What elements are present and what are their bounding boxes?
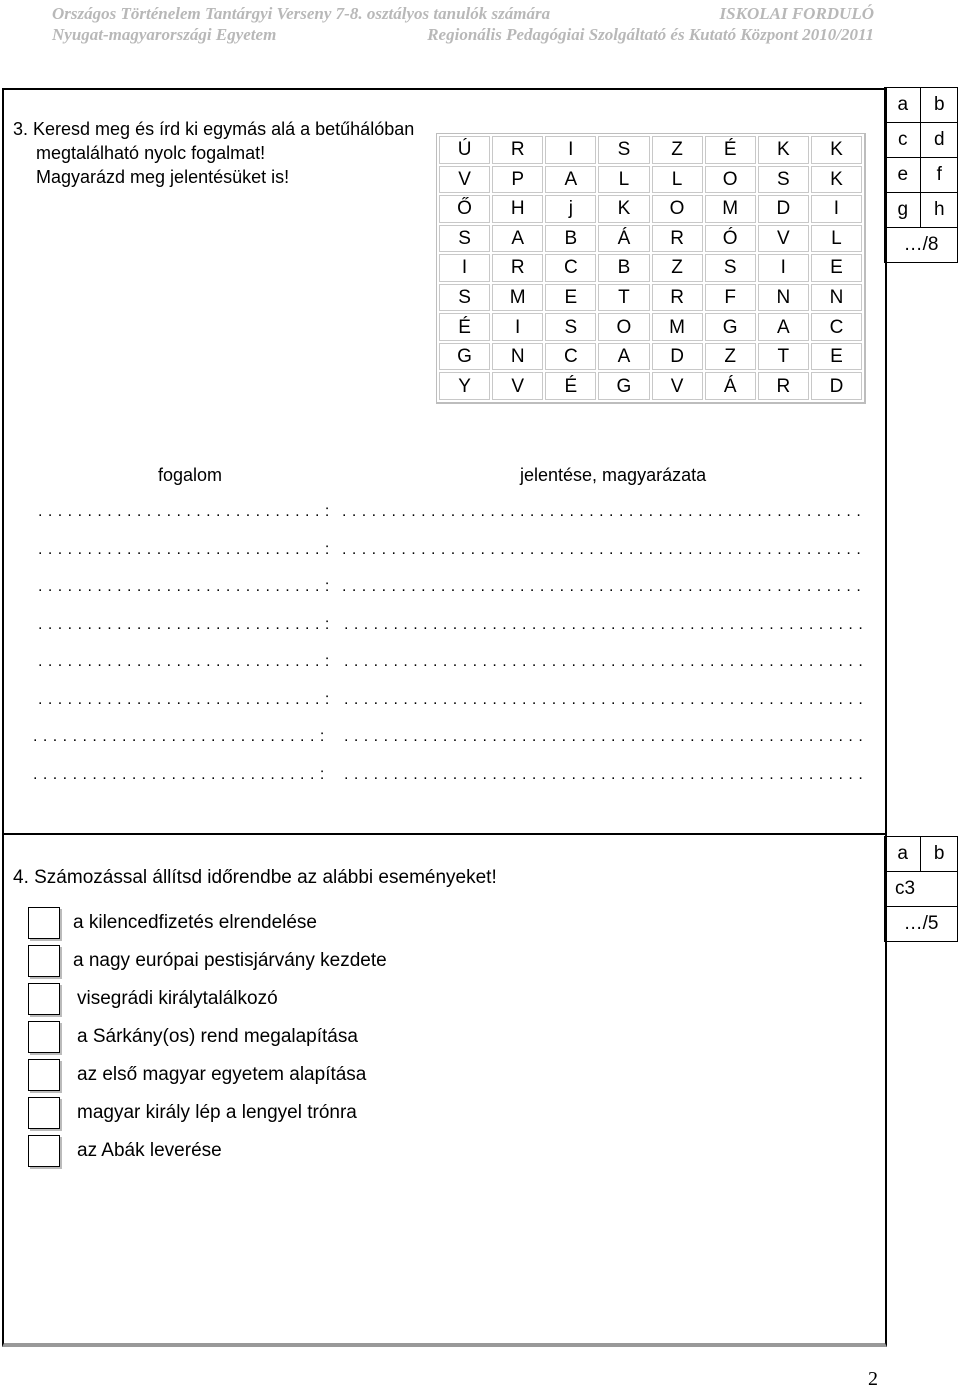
- score-cell: c3: [885, 872, 958, 907]
- grid-cell: B: [545, 225, 596, 253]
- grid-cell: O: [705, 166, 756, 194]
- grid-cell: E: [811, 254, 862, 282]
- answer-line-jelentes[interactable]: . . . . . . . . . . . . . . . . . . . . . . . . . . . . . . . . . . . . . . . . . . . . . . . . . . . . .: [342, 578, 862, 595]
- header-competition-title: Országos Történelem Tantárgyi Verseny 7-8. osztályos tanulók számára: [52, 4, 551, 23]
- score-cell: h: [921, 193, 958, 228]
- event-label: a kilencedfizetés elrendelése: [73, 912, 317, 933]
- answer-line-jelentes[interactable]: . . . . . . . . . . . . . . . . . . . . . . . . . . . . . . . . . . . . . . . . . . . . . . . . . . . . .: [344, 653, 864, 670]
- grid-cell: D: [652, 343, 703, 371]
- event-item: [28, 1020, 358, 1054]
- grid-cell: j: [545, 195, 596, 223]
- grid-cell: T: [598, 284, 649, 312]
- grid-cell: Z: [705, 343, 756, 371]
- grid-cell: S: [598, 136, 649, 164]
- answer-line-jelentes[interactable]: . . . . . . . . . . . . . . . . . . . . . . . . . . . . . . . . . . . . . . . . . . . . . . . . . . . . .: [344, 728, 864, 745]
- order-number-box[interactable]: [28, 907, 60, 939]
- grid-cell: O: [652, 195, 703, 223]
- grid-cell: V: [439, 166, 490, 194]
- column-header-fogalom: fogalom: [158, 465, 223, 485]
- score-cell: e: [885, 158, 921, 193]
- grid-cell: M: [705, 195, 756, 223]
- grid-cell: R: [652, 225, 703, 253]
- grid-cell: L: [811, 225, 862, 253]
- answer-line-fogalom[interactable]: . . . . . . . . . . . . . . . . . . . . . . . . . . . . . :: [38, 615, 330, 633]
- grid-cell: I: [758, 254, 809, 282]
- task4-title: 4. Számozással állítsd időrendbe az alábbi eseményeket!: [13, 867, 497, 888]
- grid-cell: A: [492, 225, 543, 253]
- grid-cell: Z: [652, 136, 703, 164]
- event-label: visegrádi királytalálkozó: [77, 988, 278, 1009]
- grid-cell: F: [705, 284, 756, 312]
- order-number-box[interactable]: [28, 1059, 60, 1091]
- grid-cell: N: [492, 343, 543, 371]
- grid-cell: B: [598, 254, 649, 282]
- grid-cell: Á: [705, 372, 756, 400]
- grid-cell: S: [705, 254, 756, 282]
- header-center-year: Regionális Pedagógiai Szolgáltató és Kutató Központ 2010/2011: [427, 25, 874, 44]
- answer-line-fogalom[interactable]: . . . . . . . . . . . . . . . . . . . . . . . . . . . . . :: [38, 653, 330, 670]
- answer-line-jelentes[interactable]: . . . . . . . . . . . . . . . . . . . . . . . . . . . . . . . . . . . . . . . . . . . . . . . . . . . . .: [344, 765, 864, 783]
- grid-cell: S: [545, 313, 596, 341]
- grid-cell: S: [439, 284, 490, 312]
- grid-cell: D: [811, 372, 862, 400]
- grid-cell: A: [598, 343, 649, 371]
- header-university: Nyugat-magyarországi Egyetem: [52, 25, 277, 44]
- task-divider: [4, 833, 885, 835]
- grid-cell: C: [545, 254, 596, 282]
- grid-cell: É: [439, 313, 490, 341]
- grid-cell: K: [598, 195, 649, 223]
- grid-cell: T: [758, 343, 809, 371]
- grid-cell: Ó: [705, 225, 756, 253]
- grid-cell: L: [598, 166, 649, 194]
- grid-cell: V: [758, 225, 809, 253]
- grid-cell: I: [439, 254, 490, 282]
- task3-title-line2: megtalálható nyolc fogalmat!: [36, 143, 266, 163]
- answer-line-fogalom[interactable]: . . . . . . . . . . . . . . . . . . . . . . . . . . . . . :: [38, 540, 330, 558]
- score-cell: d: [921, 123, 958, 158]
- grid-cell: D: [758, 195, 809, 223]
- grid-cell: E: [811, 343, 862, 371]
- answer-line-fogalom[interactable]: . . . . . . . . . . . . . . . . . . . . . . . . . . . . . :: [38, 690, 330, 708]
- grid-cell: N: [811, 284, 862, 312]
- event-label: az Abák leverése: [77, 1140, 222, 1161]
- grid-cell: G: [598, 372, 649, 400]
- grid-cell: R: [758, 372, 809, 400]
- grid-cell: E: [545, 284, 596, 312]
- grid-cell: C: [545, 343, 596, 371]
- event-label: az első magyar egyetem alapítása: [77, 1064, 367, 1085]
- grid-cell: G: [439, 343, 490, 371]
- grid-cell: K: [811, 166, 862, 194]
- answer-line-jelentes[interactable]: . . . . . . . . . . . . . . . . . . . . . . . . . . . . . . . . . . . . . . . . . . . . . . . . . . . . .: [342, 503, 862, 520]
- grid-cell: L: [652, 166, 703, 194]
- grid-cell: Z: [652, 254, 703, 282]
- grid-cell: N: [758, 284, 809, 312]
- event-item: [28, 1134, 222, 1168]
- task3-score-total[interactable]: …/8: [885, 228, 958, 263]
- grid-cell: Ő: [439, 195, 490, 223]
- order-number-box[interactable]: [28, 1097, 60, 1129]
- grid-cell: K: [758, 136, 809, 164]
- grid-cell: S: [758, 166, 809, 194]
- task4-score-box: [884, 836, 958, 942]
- grid-cell: É: [545, 372, 596, 400]
- grid-cell: Á: [598, 225, 649, 253]
- grid-cell: H: [492, 195, 543, 223]
- order-number-box[interactable]: [28, 1021, 60, 1053]
- grid-cell: R: [492, 254, 543, 282]
- score-cell: a: [885, 837, 921, 872]
- event-label: a Sárkány(os) rend megalapítása: [77, 1026, 358, 1047]
- grid-cell: C: [811, 313, 862, 341]
- answer-line-fogalom[interactable]: . . . . . . . . . . . . . . . . . . . . . . . . . . . . . :: [33, 728, 325, 745]
- page-number: 2: [868, 1368, 878, 1390]
- grid-cell: G: [705, 313, 756, 341]
- answer-line-jelentes[interactable]: . . . . . . . . . . . . . . . . . . . . . . . . . . . . . . . . . . . . . . . . . . . . . . . . . . . . .: [342, 540, 862, 558]
- grid-cell: M: [492, 284, 543, 312]
- score-cell: g: [885, 193, 921, 228]
- order-number-box[interactable]: [28, 945, 60, 977]
- grid-cell: Y: [439, 372, 490, 400]
- event-item: [28, 906, 317, 940]
- grid-cell: V: [652, 372, 703, 400]
- score-cell: b: [921, 837, 958, 872]
- grid-cell: M: [652, 313, 703, 341]
- grid-cell: A: [758, 313, 809, 341]
- task3-title: [13, 117, 414, 189]
- task3-title-line1: 3. Keresd meg és írd ki egymás alá a betűhálóban: [13, 119, 415, 139]
- header-round: ISKOLAI FORDULÓ: [719, 4, 874, 23]
- event-label: magyar király lép a lengyel trónra: [77, 1102, 357, 1123]
- order-number-box[interactable]: [28, 1135, 60, 1167]
- grid-cell: V: [492, 372, 543, 400]
- grid-cell: I: [811, 195, 862, 223]
- event-label: a nagy európai pestisjárvány kezdete: [73, 950, 387, 971]
- score-cell: f: [921, 158, 958, 193]
- grid-cell: É: [705, 136, 756, 164]
- score-cell: b: [921, 88, 958, 123]
- answer-line-jelentes[interactable]: . . . . . . . . . . . . . . . . . . . . . . . . . . . . . . . . . . . . . . . . . . . . . . . . . . . . .: [344, 690, 864, 708]
- grid-cell: I: [492, 313, 543, 341]
- grid-cell: R: [492, 136, 543, 164]
- grid-cell: Ú: [439, 136, 490, 164]
- task3-score-box: [884, 87, 958, 263]
- event-item: [28, 1058, 366, 1092]
- grid-cell: O: [598, 313, 649, 341]
- event-item: [28, 944, 387, 978]
- task3-title-line3: Magyarázd meg jelentésüket is!: [36, 167, 290, 187]
- answer-line-jelentes[interactable]: . . . . . . . . . . . . . . . . . . . . . . . . . . . . . . . . . . . . . . . . . . . . . . . . . . . . .: [344, 615, 864, 633]
- grid-cell: A: [545, 166, 596, 194]
- answer-line-fogalom[interactable]: . . . . . . . . . . . . . . . . . . . . . . . . . . . . . :: [38, 578, 330, 595]
- grid-cell: K: [811, 136, 862, 164]
- order-number-box[interactable]: [28, 983, 60, 1015]
- event-item: [28, 982, 278, 1016]
- score-cell: a: [885, 88, 921, 123]
- column-header-jelentes: jelentése, magyarázata: [520, 465, 707, 485]
- grid-cell: S: [439, 225, 490, 253]
- event-item: [28, 1096, 357, 1130]
- grid-cell: R: [652, 284, 703, 312]
- grid-cell: I: [545, 136, 596, 164]
- answer-line-fogalom[interactable]: . . . . . . . . . . . . . . . . . . . . . . . . . . . . . :: [38, 503, 330, 520]
- answer-line-fogalom[interactable]: . . . . . . . . . . . . . . . . . . . . . . . . . . . . . :: [33, 765, 325, 783]
- score-cell: c: [885, 123, 921, 158]
- grid-cell: P: [492, 166, 543, 194]
- task4-score-total[interactable]: …/5: [885, 907, 958, 942]
- letter-grid: [436, 133, 866, 404]
